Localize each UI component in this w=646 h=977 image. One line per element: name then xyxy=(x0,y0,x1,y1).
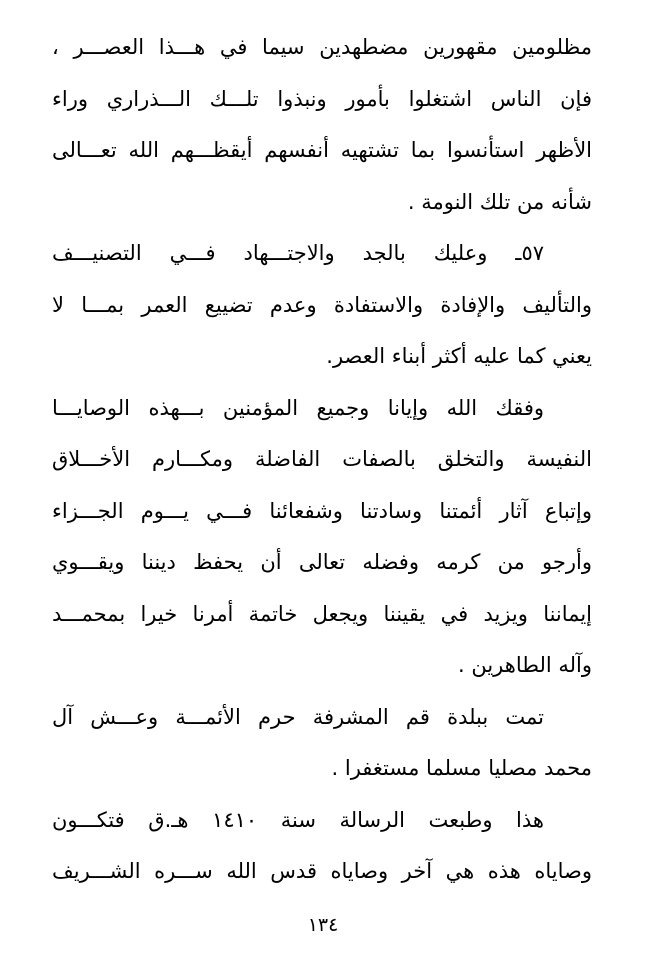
text-line: وإتباع آثار أئمتنا وسادتنا وشفعائنا فـــي يـــوم الجـــزاء xyxy=(52,498,592,523)
text-line: وفقك الله وإيانا وجميع المؤمنين بـــهذه الوصايـــا xyxy=(52,395,544,420)
text-line: والتأليف والإفادة والاستفادة وعدم تضييع العمر بمـــا لا xyxy=(52,292,592,317)
text-line: وآله الطاهرين . xyxy=(457,653,592,677)
page-number: ١٣٤ xyxy=(307,914,339,936)
text-line: يعني كما عليه أكثر أبناء العصر. xyxy=(326,344,592,368)
text-line: إيماننا ويزيد في يقيننا ويجعل خاتمة أمرنا خيرا بمحمـــد xyxy=(52,601,592,626)
text-line: الأظهر استأنسوا بما تشتهيه أنفسهم أيقظـــهم الله تعـــالى xyxy=(52,138,592,162)
text-line: محمد مصليا مسلما مستغفرا . xyxy=(331,756,592,780)
text-line: تمت ببلدة قم المشرفة حرم الأئمـــة وعـــش آل xyxy=(52,704,544,729)
text-line: فإن الناس اشتغلوا بأمور ونبذوا تلـــك الـــذراري وراء xyxy=(52,86,592,111)
text-line: النفيسة والتخلق بالصفات الفاضلة ومكـــارم الأخـــلاق xyxy=(52,447,592,471)
text-line: ٥٧ـ وعليك بالجد والاجتـــهاد فـــي التصنيـــف xyxy=(52,241,544,265)
text-line: وصاياه هذه هي آخر وصاياه قدس الله ســـره الشـــريف xyxy=(52,859,592,883)
text-line: وأرجو من كرمه وفضله تعالى أن يحفظ ديننا ويقـــوي xyxy=(52,550,592,574)
text-line: مظلومين مقهورين مضطهدين سيما في هـــذا العصـــر ، xyxy=(52,35,592,59)
body-text xyxy=(52,22,592,898)
text-line: شأنه من تلك النومة . xyxy=(407,189,592,214)
text-line: هذا وطبعت الرسالة سنة ١٤١٠ هـ.ق فتكـــون xyxy=(52,807,544,832)
